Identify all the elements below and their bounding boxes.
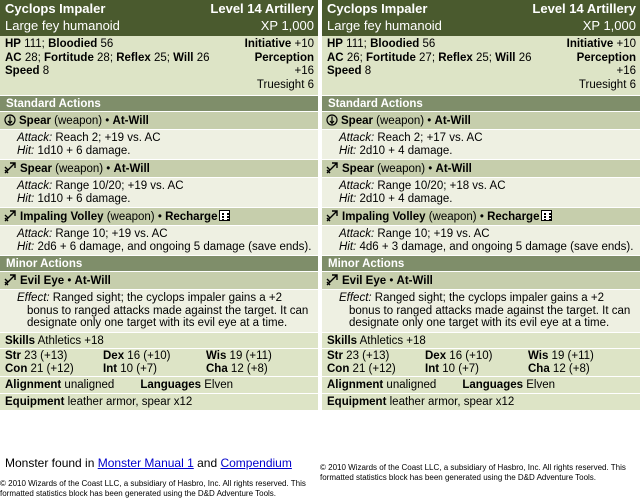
p3-attack-label: Attack: [339,228,375,240]
ac-label: AC [327,51,344,64]
stat-block-right [322,0,640,410]
align-label: Alignment [5,378,62,391]
copyright-right: © 2010 Wizards of the Coast LLC, a subsidiary of Hasbro, Inc. All rights reserved. This formatted statistics block has been generated using the D&D Adventure Tools. [320,463,626,482]
power-spear-ranged [322,159,640,177]
p2-attack-label: Attack: [17,180,53,192]
ranged-basic-icon [4,162,17,174]
copyright-left: © 2010 Wizards of the Coast LLC, a subsidiary of Hasbro, Inc. All rights reserved. This formatted statistics block has been generated using the D&D Adventure Tools. [0,479,306,498]
perc: +16 [616,65,636,77]
cha: 12 (+8) [549,362,590,375]
p1-kw: (weapon) • [50,115,113,127]
skills: Athletics +18 [357,334,426,347]
power-impaling-volley [322,207,640,225]
p4-effect-label: Effect: [17,292,50,304]
p2-hit-label: Hit: [17,192,35,205]
con-label: Con [5,362,28,375]
monster-xp: XP 1,000 [260,18,314,33]
p2-name: Spear [342,163,374,175]
p1-attack-label: Attack: [17,132,53,144]
p4-kw: • [386,275,397,287]
cha-label: Cha [206,362,228,375]
will-label: Will [495,51,516,64]
monster-level: Level 14 Artillery [210,1,314,16]
p3-attack-label: Attack: [17,228,53,240]
monster-type: Large fey humanoid [327,18,442,33]
wis: 19 (+11) [226,349,272,362]
init-label: Initiative [566,38,614,50]
skills-label: Skills [5,334,36,347]
recharge-die-icon [219,210,230,221]
init-label: Initiative [244,38,292,50]
p3-hit: 2d6 + 6 damage, and ongoing 5 damage (save ends). [34,240,312,253]
p3-hit-label: Hit: [339,240,357,253]
bloodied: 56 [97,38,114,50]
hp: 111; [342,38,371,50]
ranged-icon [326,274,339,286]
p2-attack: Range 10/20; +19 vs. AC [52,180,184,192]
speed: 8 [361,65,372,77]
con: 21 (+12) [27,362,74,375]
minor-actions-header: Minor Actions [322,255,640,271]
wis: 19 (+11) [548,349,594,362]
alignment-row [0,376,318,393]
reflex-label: Reflex [116,51,151,64]
monster-name: Cyclops Impaler [327,1,428,16]
monster-level: Level 14 Artillery [532,1,636,16]
perc-label: Perception [254,51,314,64]
int: 10 (+7) [117,362,158,375]
fort-label: Fortitude [366,51,416,64]
p3-hit-label: Hit: [17,240,35,253]
equipment-row [322,393,640,410]
p2-attack-label: Attack: [339,180,375,192]
reflex: 25; [150,51,174,64]
will: 26 [193,51,210,64]
monster-manual-link[interactable]: Monster Manual 1 [97,456,194,470]
ability-scores [0,348,318,376]
dex-label: Dex [103,349,125,362]
senses: Truesight 6 [578,78,636,91]
ranged-icon [4,274,17,286]
bloodied-label: Bloodied [370,38,420,50]
p3-kw: (weapon) • [103,211,166,223]
monster-type: Large fey humanoid [5,18,120,33]
ability-scores [322,348,640,376]
will-label: Will [173,51,194,64]
lang-label: Languages [462,378,524,391]
cha: 12 (+8) [227,362,268,375]
equip-label: Equipment [327,395,387,408]
p2-name: Spear [20,163,52,175]
p2-hit: 1d10 + 6 damage. [34,192,131,205]
dex: 16 (+10) [446,349,493,362]
align-label: Alignment [327,378,384,391]
fort: 27; [415,51,439,64]
p3-attack: Range 10; +19 vs. AC [374,228,490,240]
p1-hit-label: Hit: [339,144,357,157]
alignment-row [322,376,640,393]
header-bar [0,0,318,36]
p4-kw: • [64,275,75,287]
p1-hit: 2d10 + 4 damage. [356,144,453,157]
p3-name: Impaling Volley [342,211,426,223]
fort: 28; [93,51,117,64]
p1-use: At-Will [434,115,471,127]
reflex-label: Reflex [438,51,473,64]
ac: 26; [343,51,367,64]
init: +10 [613,38,636,50]
equip: leather armor, spear x12 [386,395,515,408]
p1-attack: Reach 2; +19 vs. AC [52,132,161,144]
skills-label: Skills [327,334,358,347]
skills-row [0,332,318,348]
int: 10 (+7) [439,362,480,375]
speed-label: Speed [5,65,40,77]
init: +10 [291,38,314,50]
equipment-row [0,393,318,410]
p1-kw: (weapon) • [372,115,435,127]
will: 26 [515,51,532,64]
ac: 28; [21,51,45,64]
p2-use: At-Will [113,163,150,175]
p2-hit: 2d10 + 4 damage. [356,192,453,205]
compendium-link[interactable]: Compendium [220,456,292,470]
standard-actions-header: Standard Actions [0,95,318,111]
p1-hit-label: Hit: [17,144,35,157]
senses: Truesight 6 [256,78,314,91]
ac-label: AC [5,51,22,64]
power-evil-eye [322,271,640,289]
p1-attack: Reach 2; +17 vs. AC [374,132,483,144]
p4-name: Evil Eye [20,275,65,287]
int-label: Int [425,362,440,375]
str-label: Str [5,349,21,362]
p3-attack: Range 10; +19 vs. AC [52,228,168,240]
int-label: Int [103,362,118,375]
p3-use: Recharge [487,211,540,223]
recharge-die-icon [541,210,552,221]
skills-row [322,332,640,348]
power-evil-eye [0,271,318,289]
wis-label: Wis [528,349,549,362]
power-spear-ranged [0,159,318,177]
bloodied: 56 [419,38,436,50]
p4-effect: Ranged sight; the cyclops impaler gains a +2 bonus to ranged attacks made against the target. It can designate only one target with its evil eye at a time. [27,292,309,329]
p4-use: At-Will [396,275,433,287]
dex: 16 (+10) [124,349,171,362]
str: 23 (+13) [20,349,68,362]
defense-stats [0,36,318,95]
melee-basic-icon [326,114,338,126]
p4-name: Evil Eye [342,275,387,287]
cha-label: Cha [528,362,550,375]
reflex: 25; [472,51,496,64]
power-impaling-volley [0,207,318,225]
power-spear-melee [322,111,640,129]
power-spear-melee [0,111,318,129]
p3-name: Impaling Volley [20,211,104,223]
p2-kw: (weapon) • [51,163,114,175]
monster-name: Cyclops Impaler [5,1,106,16]
str: 23 (+13) [342,349,390,362]
p3-use: Recharge [165,211,218,223]
stat-block-left [0,0,318,410]
p1-name: Spear [19,115,51,127]
hp: 111; [20,38,49,50]
p1-use: At-Will [112,115,149,127]
p2-attack: Range 10/20; +18 vs. AC [374,180,506,192]
p2-kw: (weapon) • [373,163,436,175]
lang: Elven [523,378,555,391]
con-label: Con [327,362,350,375]
perc-label: Perception [576,51,636,64]
monster-xp: XP 1,000 [582,18,636,33]
p4-effect: Ranged sight; the cyclops impaler gains a +2 bonus to ranged attacks made against the target. It can designate only one target with its evil eye at a time. [349,292,631,329]
align: unaligned [383,378,437,391]
p3-hit: 4d6 + 3 damage, and ongoing 5 damage (save ends). [356,240,634,253]
p1-hit: 1d10 + 6 damage. [34,144,131,157]
ranged-icon [326,210,339,222]
melee-basic-icon [4,114,16,126]
defense-stats [322,36,640,95]
perc: +16 [294,65,314,77]
wis-label: Wis [206,349,227,362]
senses [567,38,636,92]
speed-label: Speed [327,65,362,77]
header-bar [322,0,640,36]
hp-label: HP [327,38,343,50]
con: 21 (+12) [349,362,396,375]
equip: leather armor, spear x12 [64,395,193,408]
equip-label: Equipment [5,395,65,408]
skills: Athletics +18 [35,334,104,347]
lang: Elven [201,378,233,391]
p2-use: At-Will [435,163,472,175]
bloodied-label: Bloodied [48,38,98,50]
p2-hit-label: Hit: [339,192,357,205]
standard-actions-header: Standard Actions [322,95,640,111]
lang-label: Languages [140,378,202,391]
ranged-basic-icon [326,162,339,174]
p1-attack-label: Attack: [339,132,375,144]
p1-name: Spear [341,115,373,127]
p4-use: At-Will [74,275,111,287]
p3-kw: (weapon) • [425,211,488,223]
speed: 8 [39,65,50,77]
p4-effect-label: Effect: [339,292,372,304]
senses [245,38,314,92]
ranged-icon [4,210,17,222]
align: unaligned [61,378,115,391]
dex-label: Dex [425,349,447,362]
str-label: Str [327,349,343,362]
hp-label: HP [5,38,21,50]
minor-actions-header: Minor Actions [0,255,318,271]
source-line: Monster found in Monster Manual 1 and Compendium [5,456,292,470]
fort-label: Fortitude [44,51,94,64]
